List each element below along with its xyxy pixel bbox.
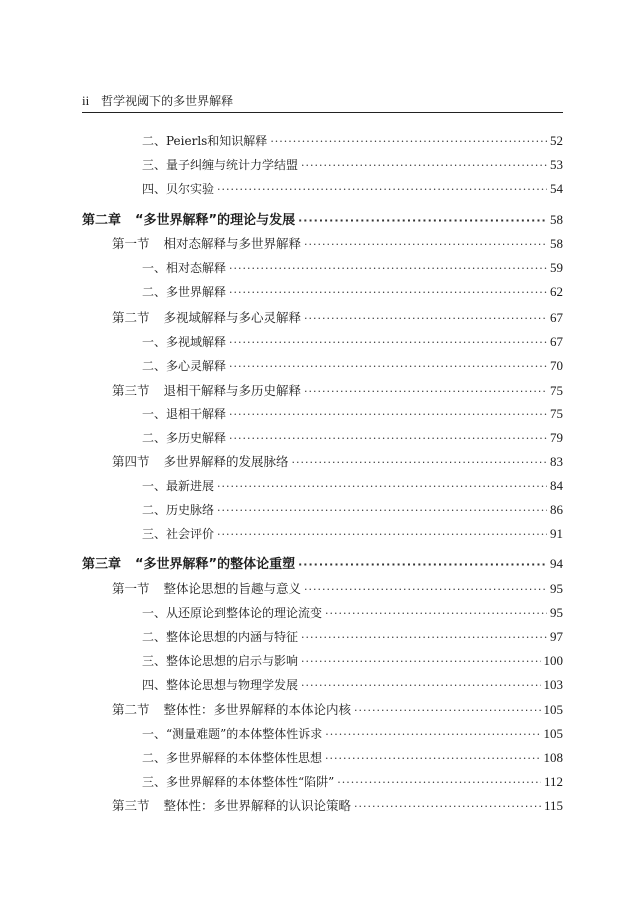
toc-entry-sub <box>142 406 563 423</box>
toc-entry-page: 91 <box>550 526 563 541</box>
dot-leader <box>304 384 547 400</box>
dot-leader <box>217 527 547 543</box>
toc-entry-sub <box>142 133 563 150</box>
toc-entry-sub <box>142 526 563 543</box>
toc-entry-chapter <box>82 556 563 573</box>
toc-entry-page: 84 <box>550 478 563 493</box>
toc-entry-title: 一、退相干解释 <box>142 407 227 421</box>
toc-entry-sub <box>142 260 563 277</box>
toc-entry-section <box>112 702 563 719</box>
toc-entry-title: 二、多世界解释 <box>142 285 227 299</box>
toc-entry-title: 二、多历史解释 <box>142 431 227 445</box>
toc-entry-section <box>112 383 563 400</box>
toc-entry-sub <box>142 284 563 301</box>
dot-leader <box>229 285 547 301</box>
dot-leader <box>298 557 547 573</box>
dot-leader <box>354 799 541 815</box>
dot-leader <box>354 703 540 719</box>
dot-leader <box>325 751 540 767</box>
toc-entry-label: 第二节 <box>112 310 150 325</box>
toc-entry-page: 54 <box>550 181 563 196</box>
toc-entry-title: 整体性：多世界解释的认识论策略 <box>163 798 352 813</box>
dot-leader <box>298 213 547 229</box>
toc-entry-page: 100 <box>543 653 563 668</box>
toc-entry-page: 86 <box>550 502 563 517</box>
toc-entry-title: 二、多心灵解释 <box>142 359 227 373</box>
toc-entry-page: 70 <box>550 358 563 373</box>
toc-entry-sub <box>142 653 563 670</box>
toc-entry-label: 第三章 <box>82 557 122 572</box>
dot-leader <box>325 606 547 622</box>
toc-entry-page: 62 <box>550 284 563 299</box>
toc-entry-sub <box>142 430 563 447</box>
toc-entry-page: 95 <box>550 605 563 620</box>
toc-entry-title: 三、量子纠缠与统计力学结盟 <box>142 158 299 172</box>
toc-entry-page: 75 <box>550 406 563 421</box>
toc-entry-title: 一、相对态解释 <box>142 261 227 275</box>
toc-entry-section <box>112 310 563 327</box>
toc-entry-page: 115 <box>543 798 563 813</box>
toc-entry-title: 一、最新进展 <box>142 479 215 493</box>
dot-leader <box>229 407 547 423</box>
dot-leader <box>325 727 540 743</box>
dot-leader <box>301 158 547 174</box>
dot-leader <box>270 134 547 150</box>
toc-entry-page: 59 <box>550 260 563 275</box>
toc-entry-title: 多视域解释与多心灵解释 <box>163 310 302 325</box>
toc-entry-page: 95 <box>550 581 563 596</box>
toc-entry-sub <box>142 358 563 375</box>
toc-entry-page: 105 <box>543 726 563 741</box>
toc-entry-title: 三、多世界解释的本体整体性“陷阱” <box>142 775 335 789</box>
toc-entry-page: 58 <box>550 236 563 251</box>
toc-entry-sub <box>142 478 563 495</box>
dot-leader <box>304 582 547 598</box>
toc-entry-title: 二、整体论思想的内涵与特征 <box>142 630 299 644</box>
toc-entry-page: 108 <box>543 750 563 765</box>
toc-entry-label: 第二章 <box>82 213 122 228</box>
toc-entry-title: 二、Peierls和知识解释 <box>142 134 268 148</box>
dot-leader <box>229 431 547 447</box>
toc-entry-label: 第一节 <box>112 236 150 251</box>
dot-leader <box>304 311 547 327</box>
header-page-number: ii <box>82 93 90 108</box>
dot-leader <box>229 359 547 375</box>
toc-entry-title: 三、社会评价 <box>142 527 215 541</box>
toc-entry-sub <box>142 334 563 351</box>
toc-entry-label: 第三节 <box>112 798 150 813</box>
toc-entry-sub <box>142 677 563 694</box>
toc-entry-chapter <box>82 212 563 229</box>
toc-entry-sub <box>142 726 563 743</box>
toc-entry-title: 退相干解释与多历史解释 <box>163 383 302 398</box>
toc-entry-sub <box>142 605 563 622</box>
toc-entry-page: 52 <box>550 133 563 148</box>
toc-entry-page: 67 <box>550 334 563 349</box>
toc-entry-section <box>112 454 563 471</box>
dot-leader <box>301 678 540 694</box>
dot-leader <box>217 182 547 198</box>
toc-entry-page: 105 <box>543 702 563 717</box>
toc-entry-title: “多世界解释”的整体论重塑 <box>135 557 296 572</box>
toc-entry-title: 三、整体论思想的启示与影响 <box>142 654 299 668</box>
dot-leader <box>229 335 547 351</box>
toc-entry-page: 103 <box>543 677 563 692</box>
toc-entry-page: 94 <box>550 556 563 571</box>
toc-entry-title: 一、“测量难题”的本体整体性诉求 <box>142 727 323 741</box>
toc-entry-title: 多世界解释的发展脉络 <box>163 454 289 469</box>
toc-entry-title: “多世界解释”的理论与发展 <box>135 213 296 228</box>
toc-entry-sub <box>142 181 563 198</box>
toc-entry-label: 第三节 <box>112 383 150 398</box>
toc-entry-title: 整体性：多世界解释的本体论内核 <box>163 702 352 717</box>
toc-entry-title: 四、整体论思想与物理学发展 <box>142 678 299 692</box>
toc-entry-section <box>112 581 563 598</box>
dot-leader <box>217 503 547 519</box>
toc-entry-title: 相对态解释与多世界解释 <box>163 236 302 251</box>
toc-entry-title: 二、历史脉络 <box>142 503 215 517</box>
dot-leader <box>301 630 547 646</box>
toc-entry-label: 第二节 <box>112 702 150 717</box>
toc-entry-title: 二、多世界解释的本体整体性思想 <box>142 751 323 765</box>
dot-leader <box>337 775 541 791</box>
dot-leader <box>301 654 540 670</box>
toc-entry-page: 53 <box>550 157 563 172</box>
toc-entry-title: 一、从还原论到整体论的理论流变 <box>142 606 323 620</box>
toc-entry-sub <box>142 629 563 646</box>
toc-entry-page: 75 <box>550 383 563 398</box>
toc-entry-page: 83 <box>550 454 563 469</box>
toc-entry-page: 97 <box>550 629 563 644</box>
toc-entry-title: 四、贝尔实验 <box>142 182 215 196</box>
dot-leader <box>292 455 547 471</box>
dot-leader <box>304 237 547 253</box>
header-book-title: 哲学视阈下的多世界解释 <box>101 94 234 108</box>
toc-entry-sub <box>142 502 563 519</box>
toc-entry-page: 112 <box>543 774 563 789</box>
toc-entry-section <box>112 236 563 253</box>
toc-entry-title: 一、多视域解释 <box>142 335 227 349</box>
toc-entry-page: 67 <box>550 310 563 325</box>
toc-entry-sub <box>142 157 563 174</box>
toc-entry-section <box>112 798 563 815</box>
toc-entry-page: 79 <box>550 430 563 445</box>
toc-entry-label: 第一节 <box>112 581 150 596</box>
toc-entry-title: 整体论思想的旨趣与意义 <box>163 581 302 596</box>
toc-entry-sub <box>142 774 563 791</box>
dot-leader <box>217 479 547 495</box>
dot-leader <box>229 261 547 277</box>
toc-entry-page: 58 <box>550 212 563 227</box>
toc-entry-sub <box>142 750 563 767</box>
toc-entry-label: 第四节 <box>112 454 150 469</box>
